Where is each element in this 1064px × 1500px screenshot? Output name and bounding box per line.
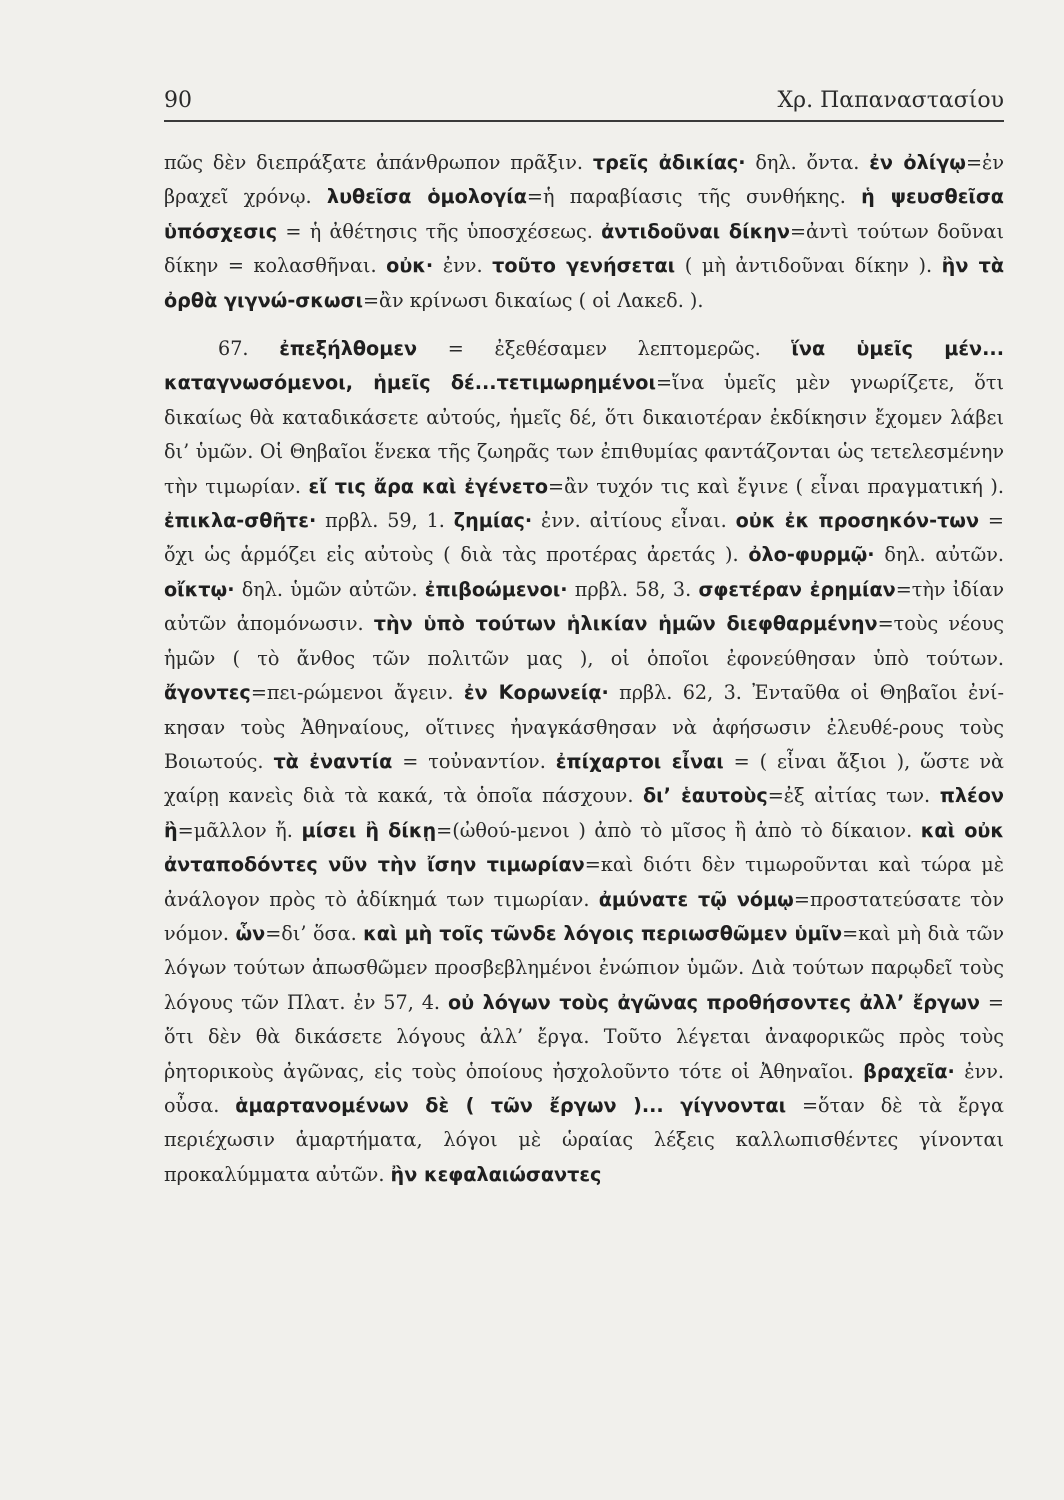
gloss-text: ( μὴ ἀντιδοῦναι δίκην ). [675,254,942,278]
lemma: ἢν τὰ ὀρθὰ γιγνώ-σκωσι [164,254,1005,312]
gloss-text: = τοὐναντίον. [392,749,556,773]
gloss-text: ἐνν. αἰτίους εἶναι. [532,509,736,533]
gloss-text: ἐνν. οὖσα. [164,1059,1004,1117]
lemma: ἐπεξήλθομεν [279,337,418,361]
gloss-text: =τὴν ἰδίαν αὐτῶν ἀπομόνωσιν. [164,577,1005,636]
gloss-text: δηλ. ὑμῶν αὐτῶν. [234,577,425,601]
lemma: ἐπικλα-σθῆτε· [164,509,317,533]
lemma: ἐπίχαρτοι εἶναι [555,749,724,773]
lemma: δι’ ἑαυτοὺς [643,784,768,808]
lemma: ἁμαρτανομένων δὲ ( τῶν ἔργων )... γίγνονται [235,1093,787,1117]
book-page [164,80,1004,1430]
lemma: σφετέραν ἐρημίαν [698,577,896,601]
lemma: καὶ οὐκ ἀνταποδόντες νῦν τὴν ἴσην τιμωρίαν [164,818,1005,877]
gloss-text: =ἀντὶ τούτων δοῦναι δίκην = κολασθῆναι. [164,219,1004,278]
gloss-text: =τοὺς νέους ἡμῶν ( τὸ ἄνθος τῶν πολιτῶν μας ), οἱ ὁποῖοι ἐφονεύθησαν ὑπὸ τούτων. [164,612,1004,670]
gloss-text: = ὅτι δὲν θὰ δικάσετε λόγους ἀλλ’ ἔργα. Τοῦτο λέγεται ἀναφορικῶς πρὸς τοὺς ῥητορικοὺς ἀγῶνας, εἰς τοὺς ὁποίους ἠσχολοῦντο τότε οἱ Ἀθηναῖοι. [164,990,1004,1083]
gloss-text: πῶς δὲν διεπράξατε ἀπάνθρωπον πρᾶξιν. [164,151,593,174]
page-header [164,80,1004,122]
gloss-text: =μᾶλλον ἤ. [177,818,302,842]
lemma: τρεῖς ἀδικίας· [592,151,746,174]
gloss-text: =καὶ μὴ διὰ τῶν λόγων τούτων ἀπωσθῶμεν προσβεβλημένοι ἐνώπιον ὑμῶν. Διὰ τούτων παρῳδεῖ τοὺς λόγους τῶν Πλατ. ἐν 57, 4. [164,921,1005,1014]
gloss-text: =ὅταν δὲ τὰ ἔργα περιέχωσιν ἁμαρτήματα, λόγοι μὲ ὡραίας λέξεις καλλωπισθέντες γίνονται προκαλύμματα αὐτῶν. [164,1093,1004,1186]
lemma: τὴν ὑπὸ τούτων ἡλικίαν ἡμῶν διεφθαρμένην [373,612,878,636]
gloss-text: =δι’ ὅσα. [265,921,364,945]
lemma: λυθεῖσα ὁμολογία [326,185,527,209]
gloss-text: = ἐξεθέσαμεν λεπτομερῶς. [417,337,792,361]
gloss-text: = ( εἶναι ἄξιοι ), ὥστε νὰ χαίρῃ κανεὶς διὰ τὰ κακά, τὰ ὁποῖα πάσχουν. [164,749,1005,808]
gloss-text: =πει-ρώμενοι ἄγειν. [250,681,464,705]
gloss-text: δηλ. αὐτῶν. [874,543,1004,567]
gloss-text: =ἂν κρίνωσι δικαίως ( οἱ Λακεδ. ). [362,288,704,312]
paragraph [164,146,1004,318]
gloss-text: δηλ. ὄντα. [745,151,870,174]
page-number: 90 [164,88,192,113]
lemma: ἢν κεφαλαιώσαντες [390,1162,602,1186]
lemma: ἐπιβοώμενοι· [424,577,568,601]
lemma: ζημίας· [453,509,533,533]
gloss-text: πρβλ. 59, 1. [316,509,454,533]
gloss-text: =(ὠθού-μενοι ) ἀπὸ τὸ μῖσος ἢ ἀπὸ τὸ δίκαιον. [436,818,921,842]
lemma: πλέον ἢ [164,784,1004,842]
lemma: ἵνα ὑμεῖς μέν... καταγνωσόμενοι, ἡμεῖς δέ...τετιμωρημένοι [164,337,1004,395]
lemma: ὀλο-φυρμῷ· [748,543,875,567]
lemma: οὐκ ἐκ προσηκόν-των [735,509,980,533]
lemma: ἐν Κορωνείᾳ· [463,681,609,705]
lemma: ἡ ψευσθεῖσα ὑπόσχεσις [164,185,1004,243]
gloss-text: πρβλ. 58, 3. [567,577,699,601]
commentary-text [164,146,1004,1192]
gloss-text: = ἡ ἀθέτησις τῆς ὑποσχέσεως. [277,219,602,243]
lemma: καὶ μὴ τοῖς τῶνδε λόγοις περιωσθῶμεν ὑμῖν [363,921,843,945]
gloss-text: =προστατεύσατε τὸν νόμον. [164,887,1005,945]
gloss-text: =ἐν βραχεῖ χρόνῳ. [164,151,1005,209]
running-head: Χρ. Παπαναστασίου [777,88,1004,113]
lemma: τοῦτο γενήσεται [492,254,676,278]
gloss-text: =ἡ παραβίασις τῆς συνθήκης. [526,185,862,209]
gloss-text: ἐνν. [433,254,493,278]
gloss-text: = ὄχι ὡς ἁρμόζει εἰς αὐτοὺς ( διὰ τὰς προτέρας ἀρετάς ). [164,509,1004,567]
gloss-text: =ἐξ αἰτίας των. [767,784,940,808]
gloss-text: =ἂν τυχόν τις καὶ ἔγινε ( εἶναι πραγματική ). [548,474,1004,498]
lemma: ὧν [235,921,266,945]
lemma: οὐκ· [386,254,434,278]
lemma: οἴκτῳ· [164,577,235,601]
lemma: μίσει ἢ δίκῃ [301,818,437,842]
lemma: τὰ ἐναντία [273,749,393,773]
gloss-text: πρβλ. 62, 3. Ἐνταῦθα οἱ Θηβαῖοι ἐνί-κησαν τοὺς Ἀθηναίους, οἵτινες ἠναγκάσθησαν νὰ ἀφήσωσιν ἐλευθέ-ρους τοὺς Βοιωτούς. [164,681,1005,773]
lemma: βραχεῖα· [863,1059,955,1083]
paragraph [164,332,1004,1192]
gloss-text: 67. [218,337,280,361]
lemma: οὐ λόγων τοὺς ἀγῶνας προθήσοντες ἀλλ’ ἔργων [447,990,980,1014]
lemma: ἀμύνατε τῷ νόμῳ [598,887,794,911]
lemma: ἄγοντες [164,681,251,705]
lemma: ἀντιδοῦναι δίκην [601,219,790,243]
lemma: εἴ τις ἄρα καὶ ἐγένετο [308,474,549,498]
lemma: ἐν ὀλίγῳ [869,151,966,174]
gloss-text: =καὶ διότι δὲν τιμωροῦνται καὶ τώρα μὲ ἀνάλογον πρὸς τὸ ἀδίκημά των τιμωρίαν. [164,853,1004,911]
gloss-text: =ἵνα ὑμεῖς μὲν γνωρίζετε, ὅτι δικαίως θὰ καταδικάσετε αὐτούς, ἡμεῖς δέ, ὅτι δικαιοτέραν ἐκδίκησιν ἔχομεν λάβει δι’ ὑμῶν. Οἱ Θηβαῖοι ἕνεκα τῆς ζωηρᾶς των ἐπιθυμίας φαντάζονται ὡς τετελεσμένην τὴν τιμωρίαν. [164,371,1004,498]
